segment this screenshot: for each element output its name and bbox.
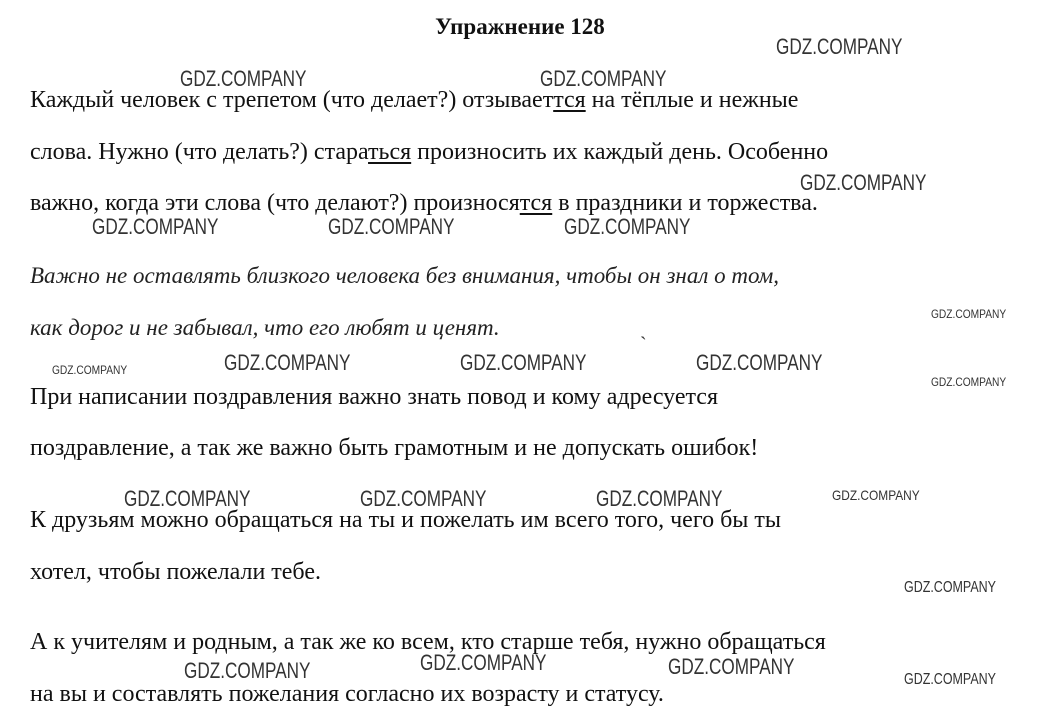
tick-mark: ˎ [640, 318, 647, 340]
watermark: GDZ.COMPANY [564, 214, 691, 239]
watermark: GDZ.COMPANY [328, 214, 455, 239]
watermark: GDZ.COMPANY [800, 170, 927, 195]
text-segment: на тёплые и нежные [585, 87, 799, 113]
paragraph2-line1: При написании поздравления важно знать повод и кому адресуется [30, 384, 718, 410]
watermark: GDZ.COMPANY [420, 650, 547, 675]
paragraph3-line1: К друзьям можно обращаться на ты и пожелать им всего того, чего бы ты [30, 507, 782, 533]
text-segment: важно, когда эти слова (что делают?) произнося [30, 190, 520, 216]
watermark: GDZ.COMPANY [184, 658, 311, 683]
paragraph4-line1: А к учителям и родным, а так же ко всем, кто старше тебя, нужно обращаться [30, 629, 826, 655]
paragraph1-line1 [30, 88, 798, 112]
watermark: GDZ.COMPANY [224, 350, 351, 375]
underlined-ending: тся [519, 190, 553, 216]
watermark: GDZ.COMPANY [904, 579, 996, 596]
italic-line2: как дорог и не забывал, что его любят и ценят. [30, 315, 500, 340]
italic-line1: Важно не оставлять близкого человека без внимания, чтобы он знал о том, [30, 263, 780, 288]
paragraph1-line3 [30, 191, 818, 215]
watermark: GDZ.COMPANY [931, 375, 1007, 389]
watermark: GDZ.COMPANY [931, 307, 1007, 321]
paragraph2-line2: поздравление, а так же важно быть грамотным и не допускать ошибок! [30, 435, 759, 461]
watermark: GDZ.COMPANY [52, 363, 128, 377]
watermark: GDZ.COMPANY [460, 350, 587, 375]
paragraph1-line2 [30, 140, 828, 164]
watermark: GDZ.COMPANY [92, 214, 219, 239]
text-segment: Каждый человек с трепетом (что делает?) отзывает [30, 87, 554, 113]
watermark: GDZ.COMPANY [124, 486, 251, 511]
watermark: GDZ.COMPANY [596, 486, 723, 511]
watermark: GDZ.COMPANY [540, 66, 667, 91]
underlined-ending: ться [368, 139, 412, 165]
watermark: GDZ.COMPANY [360, 486, 487, 511]
text-segment: в праздники и торжества. [552, 190, 818, 216]
underlined-ending: тся [553, 87, 586, 113]
watermark: GDZ.COMPANY [776, 34, 903, 59]
watermark: GDZ.COMPANY [668, 654, 795, 679]
watermark: GDZ.COMPANY [904, 671, 996, 688]
watermark: GDZ.COMPANY [832, 487, 920, 503]
page-title: Упражнение 128 [435, 14, 605, 39]
watermark: GDZ.COMPANY [180, 66, 307, 91]
text-segment: произносить их каждый день. Особенно [411, 139, 829, 165]
paragraph3-line2: хотел, чтобы пожелали тебе. [30, 559, 321, 585]
text-segment: слова. Нужно (что делать?) стара [30, 139, 369, 165]
watermark: GDZ.COMPANY [696, 350, 823, 375]
paragraph4-line2: на вы и составлять пожелания согласно их возрасту и статусу. [30, 681, 664, 707]
